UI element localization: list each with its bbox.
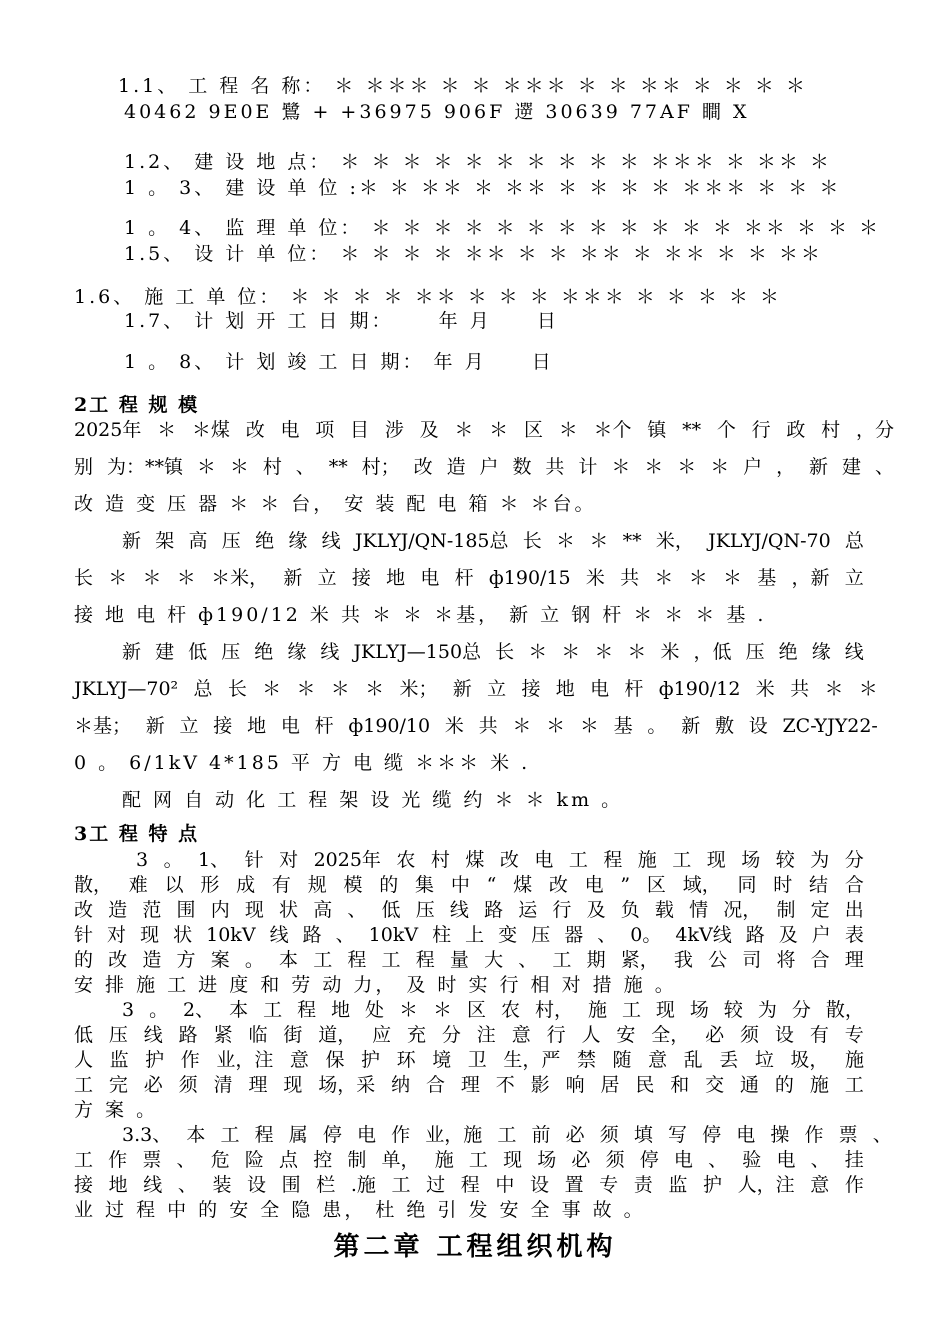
supervision-unit-line: 1 。 4、 监 理 单 位： ＊ ＊ ＊ ＊ ＊ ＊ ＊ ＊ ＊ ＊ ＊ ＊ ＊＊ ＊ ＊ ＊ bbox=[124, 217, 882, 239]
features-line: 的 改 造 方 案 。 本 工 程 工 程 量 大 、 工 期 紧， 我 公 司 将 合 理 bbox=[74, 949, 864, 971]
scale-para1-line2: 别 为：**镇 ＊ ＊ 村 、 ** 村； 改 造 户 数 共 计 ＊ ＊ ＊ ＊ 户 ， 新 建 、 bbox=[74, 456, 894, 478]
scale-para2-line1: 新 架 高 压 绝 缘 线 JKLYJ/QN-185总 长 ＊ ＊ ** 米， JKLYJ/QN-70 总 bbox=[122, 530, 864, 552]
construction-site-line: 1.2、 建 设 地 点： ＊ ＊ ＊ ＊ ＊ ＊ ＊ ＊ ＊ ＊ ＊＊＊ ＊ ＊＊ ＊ bbox=[124, 151, 832, 173]
project-name-line: 1.1、 工 程 名 称： ＊ ＊＊＊ ＊ ＊ ＊＊＊ ＊ ＊ ＊＊ ＊ ＊ ＊ ＊ bbox=[118, 75, 808, 97]
scale-para4: 配 网 自 动 化 工 程 架 设 光 缆 约 ＊ ＊ km 。 bbox=[122, 789, 624, 811]
features-line: 3.3、 本 工 程 属 停 电 作 业，施 工 前 必 须 填 写 停 电 操 作 票 、 bbox=[122, 1124, 892, 1146]
features-line: 低 压 线 路 紧 临 街 道， 应 充 分 注 意 行 人 安 全， 必 须 设 有 专 bbox=[74, 1024, 864, 1046]
scale-para3-line3: ＊基； 新 立 接 地 电 杆 ф190/10 米 共 ＊ ＊ ＊ 基 。 新 敷 设 ZC-YJY22- bbox=[74, 715, 878, 737]
design-unit-line: 1.5、 设 计 单 位： ＊ ＊ ＊ ＊ ＊＊ ＊ ＊ ＊＊ ＊ ＊＊ ＊ ＊ ＊＊ bbox=[124, 243, 823, 265]
scale-para2-line3: 接 地 电 杆 ф190/12 米 共 ＊ ＊ ＊基， 新 立 钢 杆 ＊ ＊ ＊ 基 . bbox=[74, 604, 767, 626]
features-line: 3 。 1、 针 对 2025年 农 村 煤 改 电 工 程 施 工 现 场 较 为 分 bbox=[136, 849, 864, 871]
features-line: 安 排 施 工 进 度 和 劳 动 力， 及 时 实 行 相 对 措 施 。 bbox=[74, 974, 677, 996]
construction-unit-line: 1 。 3、 建 设 单 位 :＊ ＊ ＊＊ ＊ ＊＊ ＊ ＊ ＊ ＊ ＊＊＊ ＊ ＊ ＊ bbox=[124, 177, 842, 199]
scale-para1-line1: 2025年 ＊ ＊煤 改 电 项 目 涉 及 ＊ ＊ 区 ＊ ＊个 镇 ** 个 行 政 村 ，分 bbox=[74, 419, 894, 441]
features-line: 工 作 票 、 危 险 点 控 制 单， 施 工 现 场 必 须 停 电 、 验 电 、 挂 bbox=[74, 1149, 864, 1171]
planned-completion-date-line: 1 。 8、 计 划 竣 工 日 期： 年 月 日 bbox=[124, 351, 554, 373]
features-line: 改 造 范 围 内 现 状 高 、 低 压 线 路 运 行 及 负 载 情 况， 制 定 出 bbox=[74, 899, 864, 921]
features-line: 接 地 线 、 装 设 围 栏 .施 工 过 程 中 设 置 专 责 监 护 人，注 意 作 bbox=[74, 1174, 864, 1196]
scale-para1-line3: 改 造 变 压 器 ＊ ＊ 台， 安 装 配 电 箱 ＊ ＊台。 bbox=[74, 493, 597, 515]
chapter-title: 第二章 工程组织机构 bbox=[333, 1232, 617, 1262]
scale-para2-line2: 长 ＊ ＊ ＊ ＊米， 新 立 接 地 电 杆 ф190/15 米 共 ＊ ＊ ＊ 基 ，新 立 bbox=[74, 567, 864, 589]
scale-para3-line4: 0 。 6/1kV 4*185 平 方 电 缆 ＊＊＊ 米 . bbox=[74, 752, 531, 774]
features-line: 散， 难 以 形 成 有 规 模 的 集 中 “ 煤 改 电 ” 区 域， 同 时 结 合 bbox=[74, 874, 864, 896]
features-line: 工 完 必 须 清 理 现 场，采 纳 合 理 不 影 响 居 民 和 交 通 的 施 工 bbox=[74, 1074, 864, 1096]
features-line: 3 。 2、 本 工 程 地 处 ＊ ＊ 区 农 村， 施 工 现 场 较 为 分 散， bbox=[122, 999, 864, 1021]
planned-start-date-line: 1.7、 计 划 开 工 日 期： 年 月 日 bbox=[124, 310, 559, 332]
contractor-unit-line: 1.6、 施 工 单 位： ＊ ＊ ＊ ＊ ＊＊ ＊ ＊ ＊ ＊＊＊ ＊ ＊ ＊ ＊ ＊ bbox=[74, 286, 782, 308]
section-heading-features: 3工 程 特 点 bbox=[74, 823, 200, 845]
scale-para3-line1: 新 建 低 压 绝 缘 线 JKLYJ—150总 长 ＊ ＊ ＊ ＊ 米 ，低 压 绝 缘 线 bbox=[122, 641, 864, 663]
scale-para3-line2: JKLYJ—70² 总 长 ＊ ＊ ＊ ＊ 米； 新 立 接 地 电 杆 ф190/12 米 共 ＊ ＊ bbox=[74, 678, 878, 700]
section-heading-scale: 2工 程 规 模 bbox=[74, 394, 200, 416]
features-line: 人 监 护 作 业，注 意 保 护 环 境 卫 生，严 禁 随 意 乱 丢 垃 圾， 施 bbox=[74, 1049, 864, 1071]
features-line: 业 过 程 中 的 安 全 隐 患， 杜 绝 引 发 安 全 事 故 。 bbox=[74, 1199, 646, 1221]
features-line: 方 案 。 bbox=[74, 1099, 159, 1121]
project-name-code-line: 40462 9E0E 鷺 + +36975 906F 遻 30639 77AF 瞷 X bbox=[124, 101, 750, 123]
features-line: 针 对 现 状 10kV 线 路 、 10kV 柱 上 变 压 器 、 0。 4kV线 路 及 户 表 bbox=[74, 924, 864, 946]
